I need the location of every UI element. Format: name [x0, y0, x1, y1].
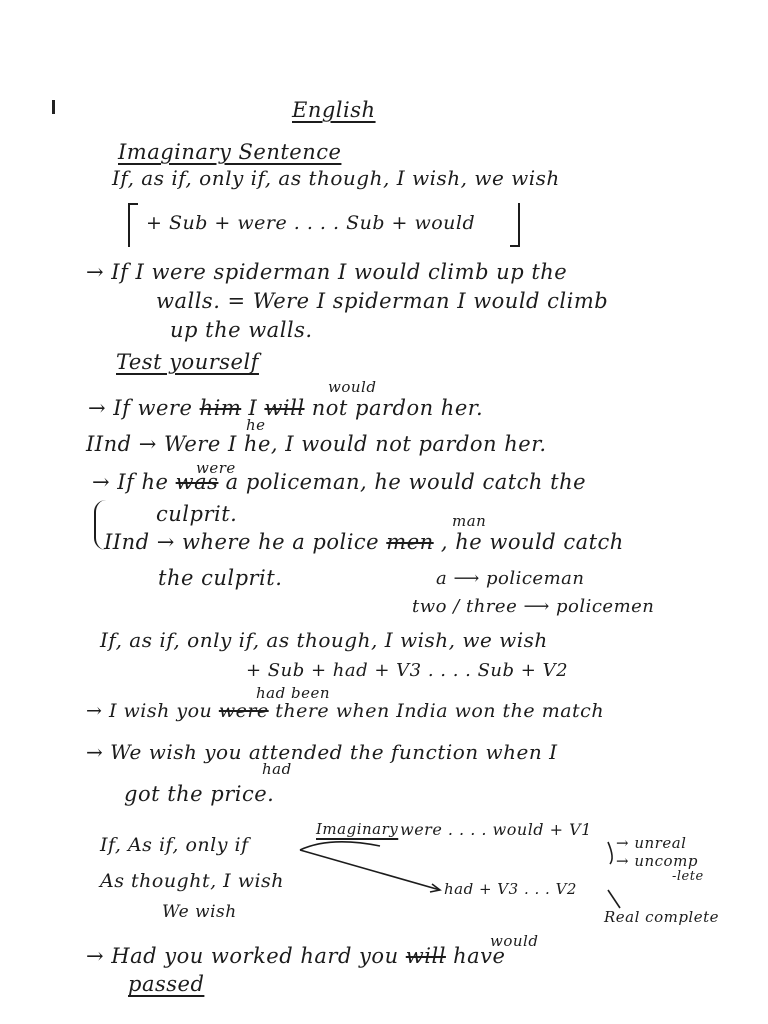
final-line-b: passed: [128, 972, 205, 996]
example-spiderman-line-3: up the walls.: [170, 318, 313, 342]
wish-line-1-end: there when India won the match: [275, 700, 605, 722]
test-line-4-end: , he would catch: [440, 530, 624, 554]
correction-would: would: [328, 378, 377, 396]
correction-man: man: [452, 512, 487, 530]
struck-will: will: [264, 396, 305, 420]
example-spiderman-line-1: → If I were spiderman I would climb up the: [86, 260, 568, 284]
final-line: [86, 944, 505, 968]
correction-he: he: [246, 416, 266, 434]
correction-were: were: [196, 459, 236, 477]
test-line-3-start: → If he: [92, 470, 169, 494]
test-line-3b: culprit.: [156, 502, 238, 526]
example-spiderman-line-2: walls. = Were I spiderman I would climb: [156, 289, 609, 313]
correction-would-2: would: [490, 932, 539, 950]
diagram-lete: -lete: [672, 869, 704, 884]
wish-line-2b: got the price.: [124, 782, 275, 806]
final-line-end: have: [453, 944, 506, 968]
struck-were: were: [218, 700, 269, 722]
side-note-policeman: a ⟶ policeman: [436, 568, 585, 589]
test-line-4-start: IInd → where he a police: [104, 530, 380, 554]
diagram-uncomp: → uncomp: [616, 852, 698, 870]
struck-will-2: will: [405, 944, 446, 968]
struck-him: him: [199, 396, 242, 420]
page-title: English: [292, 98, 376, 122]
diagram-real-complete: Real complete: [604, 908, 720, 926]
test-line-1-end: not pardon her.: [311, 396, 484, 420]
test-line-4b: the culprit.: [158, 566, 283, 590]
wish-line-1: [86, 700, 604, 722]
test-line-1: [88, 396, 483, 420]
diagram-unreal: → unreal: [616, 834, 687, 852]
correction-had: had: [262, 760, 292, 778]
diagram-as-thought: As thought, I wish: [100, 870, 285, 892]
side-note-policemen: two / three ⟶ policemen: [412, 596, 655, 617]
margin-mark: [52, 100, 55, 114]
formula-were-would: + Sub + were . . . . Sub + would: [146, 212, 476, 234]
heading-test-yourself: Test yourself: [116, 350, 259, 374]
conjunction-list-2: If, as if, only if, as though, I wish, we wish: [100, 628, 548, 652]
diagram-imaginary-label: Imaginary: [316, 820, 399, 838]
diagram-had-v3: had + V3 . . . V2: [444, 880, 577, 898]
diagram-if-line: If, As if, only if: [100, 834, 249, 856]
formula-had-v3: + Sub + had + V3 . . . . Sub + V2: [246, 660, 569, 681]
test-line-4: [104, 530, 624, 554]
wish-line-2: → We wish you attended the function when I: [86, 740, 558, 764]
struck-was: was: [175, 470, 219, 494]
struck-men: men: [386, 530, 434, 554]
diagram-we-wish: We wish: [162, 902, 237, 922]
test-line-1-start: → If were: [88, 396, 193, 420]
diagram-were-would: were . . . . would + V1: [400, 820, 592, 839]
test-line-1-i: I: [248, 396, 258, 420]
test-line-3: [92, 470, 586, 494]
heading-imaginary-sentence: Imaginary Sentence: [118, 140, 342, 164]
conjunction-list: If, as if, only if, as though, I wish, we wish: [112, 166, 560, 190]
test-line-3-end: a policeman, he would catch the: [225, 470, 587, 494]
wish-line-1-start: → I wish you: [86, 700, 213, 722]
correction-had-been: had been: [256, 684, 330, 702]
test-line-2: IInd → Were I he, I would not pardon her.: [86, 432, 547, 456]
final-line-start: → Had you worked hard you: [86, 944, 399, 968]
